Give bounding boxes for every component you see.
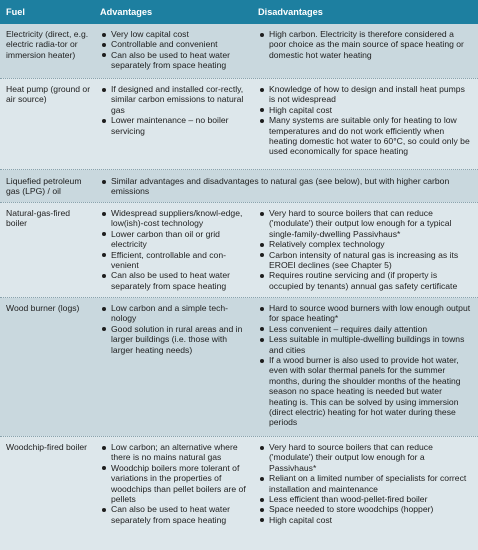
- list-item: Lower carbon than oil or grid electricity: [100, 229, 246, 250]
- fuel-cell: Wood burner (logs): [6, 303, 80, 313]
- list-item: Similar advantages and disadvantages to natural gas (see below), but with higher carbon emissions: [100, 176, 470, 197]
- advantages-list: [100, 84, 246, 136]
- list-item: Space needed to store woodchips (hopper): [258, 504, 472, 514]
- table-row: [0, 203, 478, 297]
- list-item: Knowledge of how to design and install heat pumps is not widespread: [258, 84, 472, 105]
- disadvantages-list: [258, 208, 472, 291]
- list-item: Widespread suppliers/knowl-edge, low(ish)-cost technology: [100, 208, 246, 229]
- table-row: [0, 298, 478, 436]
- advantages-list: [100, 29, 246, 71]
- list-item: Very low capital cost: [100, 29, 246, 39]
- list-item: Can also be used to heat water separately from space heating: [100, 504, 246, 525]
- list-item: High capital cost: [258, 515, 472, 525]
- fuel-cell: Heat pump (ground or air source): [6, 84, 91, 105]
- list-item: Woodchip boilers more tolerant of variations in the properties of woodchips than pellet boilers are of pellets: [100, 463, 246, 505]
- table-row: [0, 79, 478, 169]
- list-item: Very hard to source boilers that can reduce ('modulate') their output low enough for a typical single-family-dwelling Passivhaus*: [258, 208, 472, 239]
- list-item: Can also be used to heat water separately from space heating: [100, 50, 246, 71]
- fuel-cell: Natural-gas-fired boiler: [6, 208, 70, 229]
- advantages-list: [100, 208, 246, 291]
- table-row: [0, 170, 478, 202]
- table-header: [0, 0, 478, 24]
- list-item: Can also be used to heat water separately from space heating: [100, 270, 246, 291]
- disadvantages-list: [258, 442, 472, 525]
- list-item: Less convenient – requires daily attention: [258, 324, 472, 334]
- fuel-cell: Woodchip-fired boiler: [6, 442, 88, 452]
- list-item: Controllable and convenient: [100, 39, 246, 49]
- table-row: [0, 437, 478, 550]
- list-item: Carbon intensity of natural gas is increasing as its EROEI declines (see Chapter 5): [258, 250, 472, 271]
- list-item: Good solution in rural areas and in larger buildings (i.e. those with larger heating needs): [100, 324, 246, 355]
- fuel-cell: Electricity (direct, e.g. electric radia-tor or immersion heater): [6, 29, 89, 60]
- list-item: Low carbon and a simple tech-nology: [100, 303, 246, 324]
- list-item: High carbon. Electricity is therefore considered a poor choice as the main source of space heating or domestic hot water heating: [258, 29, 472, 60]
- combined-notes: [100, 176, 470, 197]
- header-fuel: Fuel: [6, 7, 25, 17]
- disadvantages-list: [258, 84, 472, 157]
- advantages-list: [100, 303, 246, 355]
- list-item: Requires routine servicing and (if property is occupied by tenants) annual gas safety certificate: [258, 270, 472, 291]
- list-item: Efficient, controllable and con-venient: [100, 250, 246, 271]
- table-row: [0, 24, 478, 78]
- list-item: Hard to source wood burners with low enough output for space heating*: [258, 303, 472, 324]
- list-item: Very hard to source boilers that can reduce ('modulate') their output low enough for a Passivhaus*: [258, 442, 472, 473]
- header-advantages: Advantages: [100, 7, 153, 17]
- list-item: Lower maintenance – no boiler servicing: [100, 115, 246, 136]
- disadvantages-list: [258, 303, 472, 428]
- header-disadvantages: Disadvantages: [258, 7, 323, 17]
- list-item: Relatively complex technology: [258, 239, 472, 249]
- list-item: Many systems are suitable only for heating to low temperatures and do not work efficiently when heating domestic hot water to 60°C, so could only be used economically for space heating: [258, 115, 472, 157]
- list-item: Less suitable in multiple-dwelling buildings in towns and cities: [258, 334, 472, 355]
- disadvantages-list: [258, 29, 472, 60]
- list-item: If designed and installed cor-rectly, similar carbon emissions to natural gas: [100, 84, 246, 115]
- list-item: If a wood burner is also used to provide hot water, even with solar thermal panels for the summer months, during the shoulder months of the heating season no space heating is needed but water heating is. This can be solved by using immersion (direct electric) heating for hot water during these periods: [258, 355, 472, 428]
- list-item: Low carbon; an alternative where there is no mains natural gas: [100, 442, 246, 463]
- list-item: Reliant on a limited number of specialists for correct installation and maintenance: [258, 473, 472, 494]
- list-item: High capital cost: [258, 105, 472, 115]
- fuel-cell: Liquefied petroleum gas (LPG) / oil: [6, 176, 82, 197]
- advantages-list: [100, 442, 246, 525]
- list-item: Less efficient than wood-pellet-fired boiler: [258, 494, 472, 504]
